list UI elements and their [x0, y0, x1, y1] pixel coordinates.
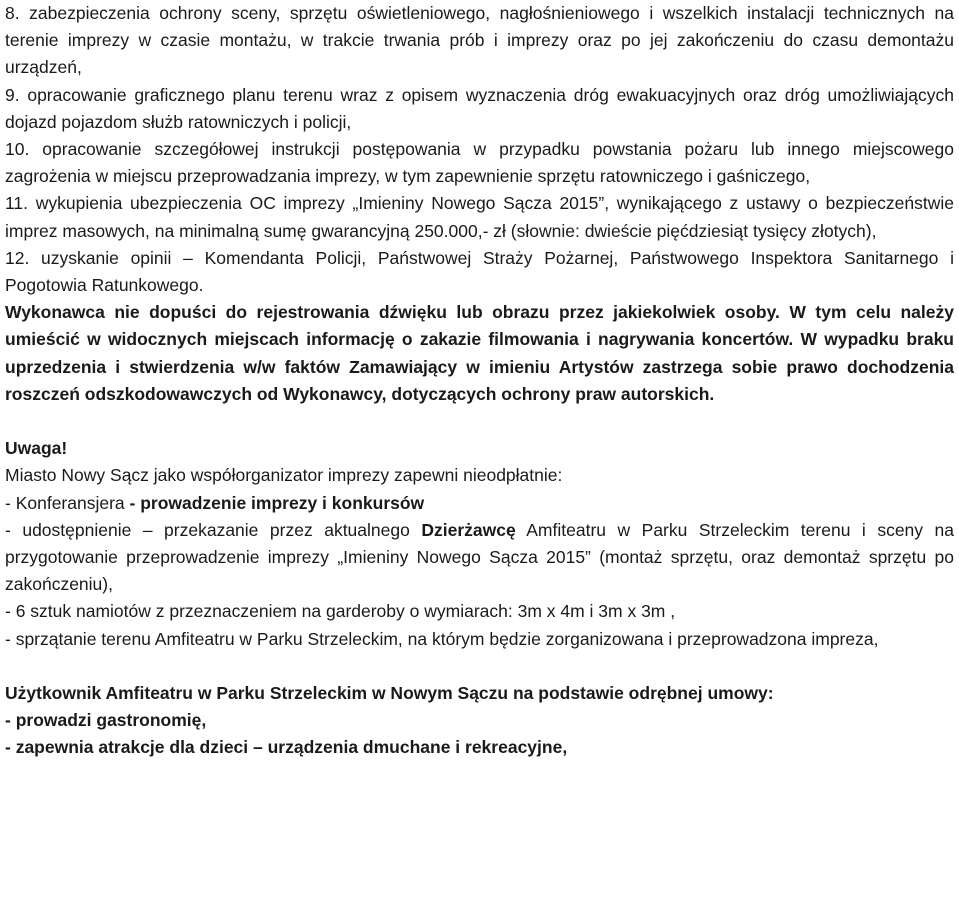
list-item-8: 8. zabezpieczenia ochrony sceny, sprzętu oświetleniowego, nagłośnieniowego i wszelkich instalacji technicznych na terenie imprezy w czasie montażu, w trakcie trwania prób i imprezy oraz po jej zakończeniu do czasu demontażu urządzeń,	[5, 3, 954, 78]
uwaga-line-1	[5, 490, 954, 517]
user-line-2: - zapewnia atrakcje dla dzieci – urządzenia dmuchane i rekreacyjne,	[5, 737, 568, 758]
uwaga-line-4: - sprzątanie terenu Amfiteatru w Parku Strzeleckim, na którym będzie zorganizowana i przeprowadzona impreza,	[5, 628, 879, 649]
uwaga-line-1-prefix: - Konferansjera	[5, 492, 125, 513]
uwaga-line-3: - 6 sztuk namiotów z przeznaczeniem na garderoby o wymiarach: 3m x 4m i 3m x 3m ,	[5, 601, 676, 622]
list-item-10: 10. opracowanie szczegółowej instrukcji postępowania w przypadku powstania pożaru lub innego miejscowego zagrożenia w miejscu przeprowadzania imprezy, w tym zapewnienie sprzętu ratowniczego i gaśniczego,	[5, 139, 954, 187]
list-item-9: 9. opracowanie graficznego planu terenu wraz z opisem wyznaczenia dróg ewakuacyjnych oraz dróg umożliwiających dojazd pojazdom służb ratowniczych i policji,	[5, 84, 954, 132]
recording-notice: Wykonawca nie dopuści do rejestrowania dźwięku lub obrazu przez jakiekolwiek osoby. W tym celu należy umieścić w widocznych miejscach informację o zakazie filmowania i nagrywania koncertów. W wypadku braku uprzedzenia i stwierdzenia w/w faktów Zamawiający w imieniu Artystów zastrzega sobie prawo dochodzenia roszczeń odszkodowawczych od Wykonawcy, dotyczących ochrony praw autorskich.	[5, 302, 954, 404]
uwaga-line-2-b: Amfiteatru w Parku Strzeleckim terenu i sceny na przygotowanie przeprowadzenie imprezy „Imieniny Nowego Sącza 2015” (montaż sprzętu, oraz demontaż sprzętu po zakończeniu),	[5, 519, 955, 595]
uwaga-heading: Uwaga!	[5, 438, 68, 459]
uwaga-line-2	[5, 517, 954, 599]
list-item-11: 11. wykupienia ubezpieczenia OC imprezy „Imieniny Nowego Sącza 2015”, wynikającego z ustawy o bezpieczeństwie imprez masowych, na minimalną sumę gwarancyjną 250.000,- zł (słownie: dwieście pięćdziesiąt tysięcy złotych),	[5, 193, 954, 241]
user-heading: Użytkownik Amfiteatru w Parku Strzeleckim w Nowym Sączu na podstawie odrębnej umowy:	[5, 683, 774, 704]
uwaga-intro: Miasto Nowy Sącz jako współorganizator imprezy zapewni nieodpłatnie:	[5, 465, 563, 486]
document-page	[5, 0, 954, 762]
list-item-12: 12. uzyskanie opinii – Komendanta Policji, Państwowej Straży Pożarnej, Państwowego Inspektora Sanitarnego i Pogotowia Ratunkowego.	[5, 247, 954, 296]
user-line-1: - prowadzi gastronomię,	[5, 710, 207, 731]
uwaga-line-2-bold: Dzierżawcę	[421, 519, 516, 540]
spacer	[5, 653, 954, 680]
uwaga-line-2-a: - udostępnienie – przekazanie przez aktualnego	[5, 519, 422, 540]
spacer	[5, 408, 954, 435]
uwaga-line-1-bold: - prowadzenie imprezy i konkursów	[124, 492, 425, 513]
